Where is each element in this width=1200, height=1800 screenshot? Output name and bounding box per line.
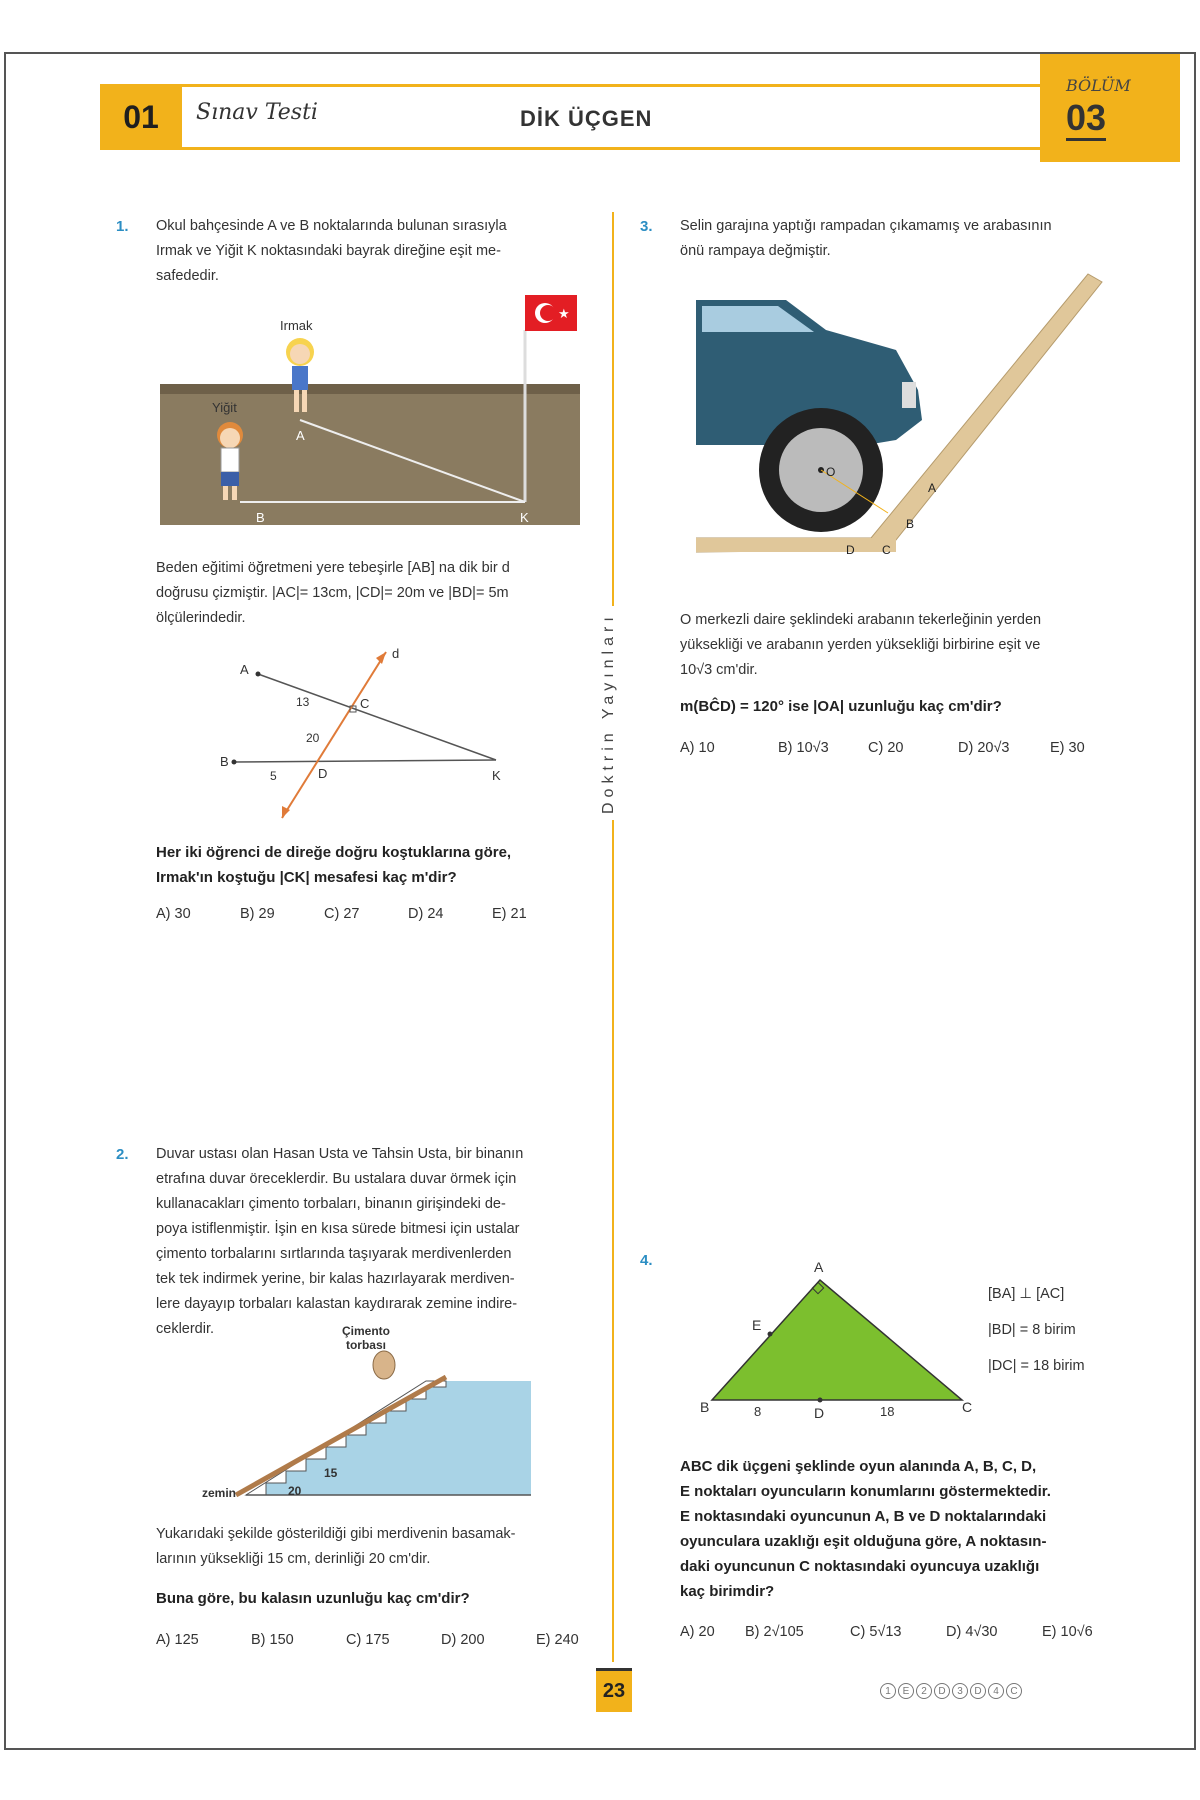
- q3-text: [680, 214, 1120, 264]
- q3-option-e[interactable]: E) 30: [1050, 740, 1085, 756]
- q4-triangle-figure: [700, 1250, 980, 1420]
- diag-label-d: D: [318, 766, 328, 781]
- q2-options: [156, 1632, 631, 1648]
- q2-question: Buna göre, bu kalasın uzunluğu kaç cm'dir?: [156, 1590, 470, 1607]
- label-height: 15: [324, 1466, 338, 1480]
- q2-text-line: poya istiflenmiştir. İşin en kısa sürede bitmesi için ustalar: [156, 1221, 520, 1237]
- column-divider: [612, 212, 614, 1662]
- answer-key-item: 1: [880, 1683, 896, 1699]
- q1-number: 1.: [116, 218, 129, 235]
- diag-label-a: A: [240, 662, 249, 677]
- q3-question: m(BĈD) = 120° ise |OA| uzunluğu kaç cm'dir?: [680, 698, 1002, 715]
- diag-label-k: K: [492, 768, 501, 783]
- q1-text2-line: ölçülerindedir.: [156, 610, 246, 626]
- q4-number: 4.: [640, 1252, 653, 1269]
- q4-option-d[interactable]: D) 4√30: [946, 1624, 998, 1640]
- q2-text-line: tek tek indirmek yerine, bir kalas hazırlayarak merdiven-: [156, 1271, 515, 1287]
- q1-text2-line: Beden eğitimi öğretmeni yere tebeşirle [AB] na dik bir d: [156, 560, 510, 576]
- q4-given-2: |BD| = 8 birim: [988, 1322, 1076, 1338]
- q1-schoolyard-figure: [160, 290, 580, 540]
- q3-text-line: önü rampaya değmiştir.: [680, 243, 831, 259]
- diag-label-c: C: [360, 696, 370, 711]
- diag-label-b: B: [220, 754, 229, 769]
- label-a: A: [928, 481, 937, 495]
- label-depth: 20: [288, 1484, 302, 1498]
- q1-geometry-diagram: [220, 640, 520, 820]
- label-e: E: [752, 1317, 762, 1333]
- q1-text-line: safededir.: [156, 268, 219, 284]
- label-ground: zemin: [202, 1486, 237, 1500]
- label-yigit: Yiğit: [212, 400, 237, 415]
- section-number: 03: [1066, 98, 1106, 141]
- q1-text-line: Okul bahçesinde A ve B noktalarında bulunan sırasıyla: [156, 218, 507, 234]
- q3-option-d[interactable]: D) 20√3: [958, 740, 1010, 756]
- q3-text2-line: yüksekliği ve arabanın yerden yüksekliği birbirine eşit ve: [680, 637, 1041, 653]
- q2-text-line: ceklerdir.: [156, 1321, 215, 1337]
- answer-key-item: 2: [916, 1683, 932, 1699]
- line-bk: [234, 760, 496, 762]
- triangle-abc: [712, 1280, 962, 1400]
- diag-len-bd: 5: [270, 769, 277, 783]
- label-c: C: [882, 543, 891, 557]
- building-wall: [246, 1381, 531, 1495]
- q1-option-d[interactable]: D) 24: [408, 906, 444, 922]
- q4-question-line: daki oyuncunun C noktasındaki oyuncuya uzaklığı: [680, 1558, 1040, 1575]
- test-number: 01: [100, 84, 182, 150]
- q1-text2-line: doğrusu çizmiştir. |AC|= 13cm, |CD|= 20m ve |BD|= 5m: [156, 585, 509, 601]
- q3-option-a[interactable]: A) 10: [680, 740, 715, 756]
- label-a: A: [296, 428, 305, 443]
- q2-stairs-figure: [196, 1345, 546, 1505]
- q4-given-1: [BA] ⊥ [AC]: [988, 1286, 1065, 1302]
- cement-label-line1: Çimento: [342, 1324, 390, 1338]
- q2-text-line: etrafına duvar öreceklerdir. Bu ustalara duvar örmek için: [156, 1171, 517, 1187]
- line-ak: [258, 674, 496, 760]
- q2-text-line: çimento torbalarını sırtlarında taşıyarak merdivenlerden: [156, 1246, 512, 1262]
- q1-text: [156, 214, 586, 289]
- q1-options: [156, 906, 576, 922]
- q3-option-c[interactable]: C) 20: [868, 740, 904, 756]
- q4-question-line: kaç birimdir?: [680, 1583, 775, 1600]
- q1-question: [156, 840, 596, 890]
- q2-text2: [156, 1522, 596, 1572]
- q2-text-line: kullanacakları çimento torbaları, binanın girişindeki de-: [156, 1196, 506, 1212]
- answer-key-item: E: [898, 1683, 914, 1699]
- q4-option-c[interactable]: C) 5√13: [850, 1624, 902, 1640]
- label-k: K: [520, 510, 529, 525]
- q1-question-line: Her iki öğrenci de direğe doğru koştuklarına göre,: [156, 844, 512, 861]
- q2-text2-line: larının yüksekliği 15 cm, derinliği 20 cm'dir.: [156, 1551, 431, 1567]
- q1-option-c[interactable]: C) 27: [324, 906, 360, 922]
- page-number: 23: [596, 1668, 632, 1712]
- len-bd: 8: [754, 1404, 762, 1419]
- q3-car-ramp-figure: [696, 270, 1106, 580]
- answer-key-item: C: [1006, 1683, 1022, 1699]
- q1-option-b[interactable]: B) 29: [240, 906, 275, 922]
- test-title: Sınav Testi: [196, 100, 318, 125]
- q4-option-a[interactable]: A) 20: [680, 1624, 715, 1640]
- diag-label-d-line: d: [392, 646, 400, 661]
- q4-question: [680, 1454, 1120, 1604]
- q2-option-b[interactable]: B) 150: [251, 1632, 294, 1648]
- q3-options: [680, 740, 1110, 756]
- q1-option-e[interactable]: E) 21: [492, 906, 527, 922]
- label-b: B: [906, 517, 915, 531]
- answer-key-item: D: [970, 1683, 986, 1699]
- section-badge: [1040, 54, 1180, 162]
- answer-key-item: D: [934, 1683, 950, 1699]
- q1-text2: [156, 556, 596, 631]
- q4-option-b[interactable]: B) 2√105: [745, 1624, 804, 1640]
- q4-question-line: E noktaları oyuncuların konumlarını göstermektedir.: [680, 1483, 1051, 1500]
- q2-option-e[interactable]: E) 240: [536, 1632, 579, 1648]
- diag-len-cd: 20: [306, 731, 320, 745]
- cement-bag: [373, 1351, 395, 1379]
- label-a: A: [814, 1259, 824, 1275]
- answer-key-item: 3: [952, 1683, 968, 1699]
- q4-question-line: E noktasındaki oyuncunun A, B ve D noktalarındaki: [680, 1508, 1047, 1525]
- line-d: [282, 652, 386, 818]
- svg-text:★: ★: [558, 306, 570, 321]
- label-b: B: [700, 1399, 710, 1415]
- label-d: D: [846, 543, 855, 557]
- topic-title: DİK ÜÇGEN: [520, 106, 653, 131]
- q3-text2: [680, 608, 1120, 683]
- label-c: C: [962, 1399, 973, 1415]
- label-d: D: [814, 1405, 825, 1420]
- q4-question-line: oyunculara uzaklığı eşit olduğuna göre, A noktasın-: [680, 1533, 1047, 1550]
- len-dc: 18: [880, 1404, 895, 1419]
- answer-key-item: 4: [988, 1683, 1004, 1699]
- q3-text-line: Selin garajına yaptığı rampadan çıkamamış ve arabasının: [680, 218, 1052, 234]
- q2-number: 2.: [116, 1146, 129, 1163]
- publisher-name: Doktrin Yayınları: [600, 606, 618, 820]
- q3-number: 3.: [640, 218, 653, 235]
- section-label: BÖLÜM: [1066, 76, 1131, 95]
- q1-option-a[interactable]: A) 30: [156, 906, 191, 922]
- diag-len-ac: 13: [296, 695, 310, 709]
- wall-edge: [160, 384, 580, 394]
- q2-text-line: Duvar ustası olan Hasan Usta ve Tahsin Usta, bir binanın: [156, 1146, 524, 1162]
- ground: [696, 538, 896, 552]
- q1-question-line: Irmak'ın koştuğu |CK| mesafesi kaç m'dir?: [156, 869, 457, 886]
- cement-bag-label: [342, 1324, 390, 1352]
- q2-option-a[interactable]: A) 125: [156, 1632, 199, 1648]
- q2-option-c[interactable]: C) 175: [346, 1632, 390, 1648]
- cement-label-line2: torbası: [345, 1338, 386, 1352]
- q2-option-d[interactable]: D) 200: [441, 1632, 485, 1648]
- q1-text-line: Irmak ve Yiğit K noktasındaki bayrak direğine eşit me-: [156, 243, 501, 259]
- q3-text2-line: O merkezli daire şeklindeki arabanın tekerleğinin yerden: [680, 612, 1042, 628]
- q4-option-e[interactable]: E) 10√6: [1042, 1624, 1093, 1640]
- q2-text-line: lere dayayıp torbaları kalastan kaydırarak zemine indire-: [156, 1296, 518, 1312]
- q4-given-3: |DC| = 18 birim: [988, 1358, 1085, 1374]
- q4-question-line: ABC dik üçgeni şeklinde oyun alanında A, B, C, D,: [680, 1458, 1037, 1475]
- q4-options: [680, 1624, 1112, 1640]
- label-o: O: [826, 465, 836, 479]
- label-irmak: Irmak: [280, 318, 313, 333]
- q3-text2-line: 10√3 cm'dir.: [680, 662, 758, 678]
- label-b: B: [256, 510, 265, 525]
- q3-option-b[interactable]: B) 10√3: [778, 740, 829, 756]
- q2-text2-line: Yukarıdaki şekilde gösterildiği gibi merdivenin basamak-: [156, 1526, 516, 1542]
- answer-key: [880, 1683, 1022, 1699]
- q2-text: [156, 1142, 586, 1342]
